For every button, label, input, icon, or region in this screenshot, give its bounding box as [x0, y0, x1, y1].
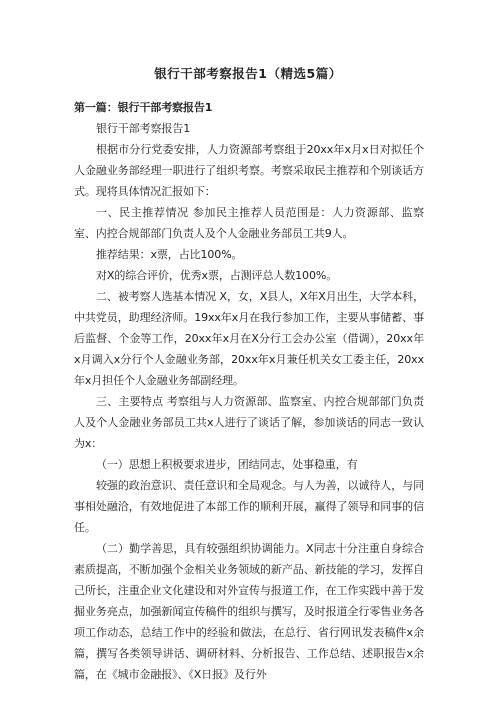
paragraph: （二）勤学善思，具有较强组织协调能力。X同志十分注重自身综合素质提高，不断加强个金相关业务领域的新产品、新技能的学习，发挥自己所长，注重企业文化建设和对外宣传与报道工作，在工作实践中善于发掘业务亮点，加强新闻宣传稿件的组织与撰写，及时报道全行零售业务各项工作动态，总结工作中的经验和做法，在总行、省行网讯发表稿件x余篇，撰写各类领导讲话、调研材料、分析报告、工作总结、述职报告x余篇，在《城市金融报》、《X日报》及行外	[74, 542, 424, 681]
paragraph: 推荐结果：x票，占比100%。	[96, 248, 243, 261]
document-body	[74, 97, 424, 685]
section-heading: 第一篇：银行干部考察报告1	[74, 101, 213, 114]
paragraph: 较强的政治意识、责任意识和全局观念。与人为善，以诚待人，与同事相处融洽，有效地促进了本部工作的顺利开展，赢得了领导和同事的信任。	[74, 479, 424, 534]
paragraph: 根据市分行党委安排，人力资源部考察组于20xx年x月x日对拟任个人金融业务部经理一职进行了组织考察。考察采取民主推荐和个别谈话方式。现将具体情况汇报如下：	[74, 143, 424, 198]
paragraph: 二、被考察人选基本情况 X，女，X县人，X年X月出生，大学本科，中共党员，助理经济师。19xx年x月在我行参加工作，主要从事储蓄、事后监督、个金等工作，20xx年x月在X分行工会办公室（借调），20xx年x月调入x分行个人金融业务部，20xx年x月兼任机关女工委主任，20xx年x月担任个人金融业务部副经理。	[74, 290, 424, 387]
paragraph: 三、主要特点 考察组与人力资源部、监察室、内控合规部部门负责人及个人金融业务部员工共x人进行了谈话了解，参加谈话的同志一致认为x：	[74, 395, 424, 450]
paragraph: 一、民主推荐情况 参加民主推荐人员范围是：人力资源部、监察室、内控合规部部门负责人及个人金融业务部员工共9人。	[74, 206, 424, 240]
paragraph: 对X的综合评价，优秀x票，占测评总人数100%。	[96, 269, 338, 282]
document-title: 银行干部考察报告1（精选5篇）	[154, 66, 342, 81]
paragraph: 银行干部考察报告1	[96, 122, 191, 135]
paragraph: （一）思想上积极要求进步，团结同志，处事稳重，有	[96, 458, 358, 471]
